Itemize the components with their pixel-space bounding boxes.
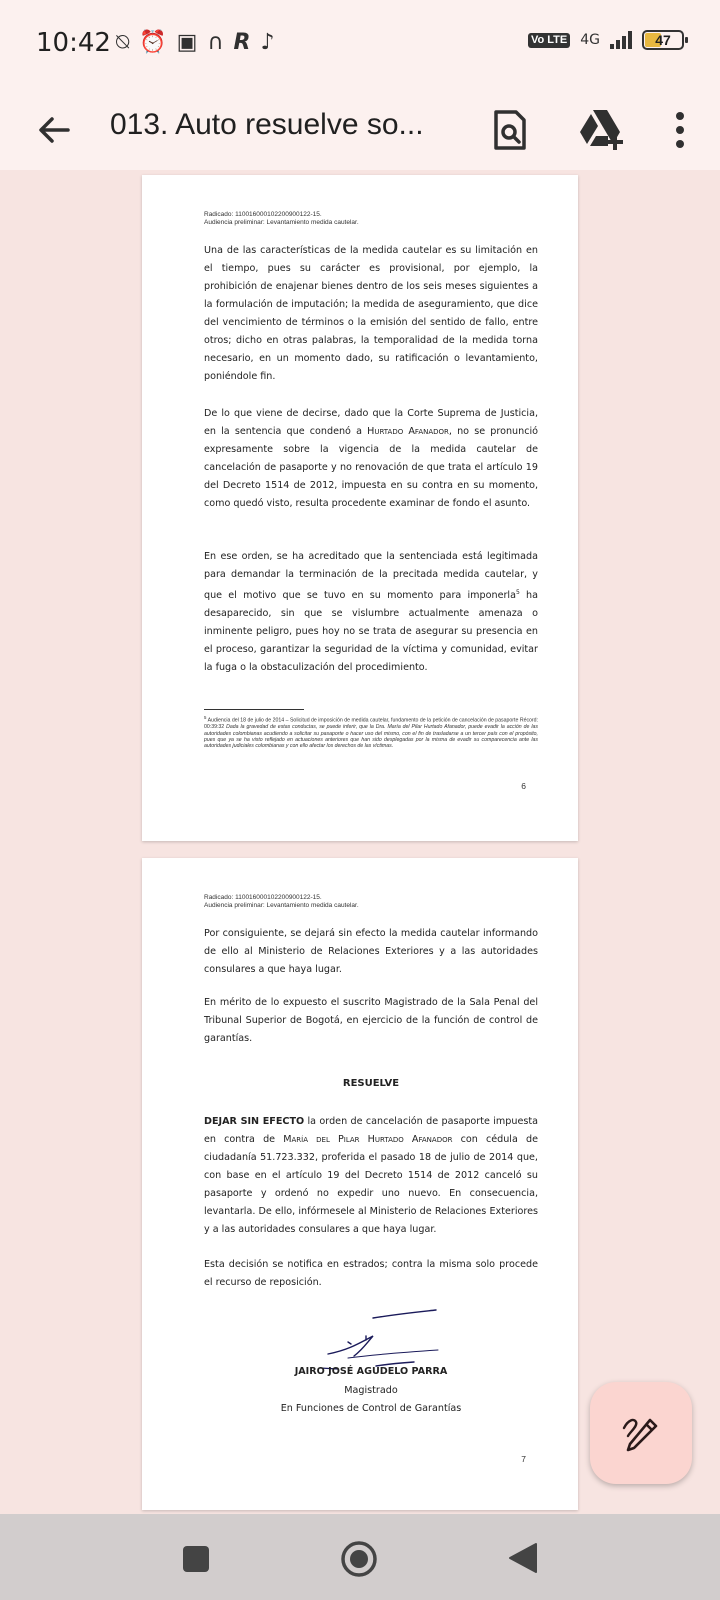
resuelve-heading: RESUELVE <box>342 1078 400 1089</box>
header-audiencia: Audiencia preliminar: Levantamiento medida cautelar. <box>204 902 359 909</box>
page-number: 6 <box>521 781 526 791</box>
more-vert-icon <box>660 108 700 152</box>
handwritten-signature <box>318 1306 448 1390</box>
back-triangle-icon[interactable] <box>508 1542 538 1574</box>
signer-name: JAIRO JOSÉ AGUDELO PARRA <box>294 1366 448 1377</box>
app-bar <box>0 90 720 170</box>
drive-add-icon <box>578 106 626 152</box>
document-page-6 <box>142 175 578 841</box>
header-radicado: Radicado: 110016000102200900122-15. <box>204 894 322 901</box>
alarm-off-icon: ⍉ <box>116 30 130 55</box>
document-title: 013. Auto resuelve so... <box>110 108 424 141</box>
footnote: $^5$ Audiencia del 18 de julio de 2014 – Solicitud de imposición de medida cautelar, fundamento de la petición de cancelación de pasaporte Récord: 00:39:32 Dada la gravedad de estas conductas, se puede inferir, que la Dra. María del Pilar Hurtado Afanador, puede evadir la acción de las autoridades colombianas acudiendo a solicitar su pasaporte o hacer uso del mismo, con el fin de trasladarse a un tercer país con el propósito, pues que ya se ha visto reflejado en actuaciones anteriores que han sido desplegadas por la misma de evadir su comparecencia ante las autoridades judiciales colombianas y con ello afectar los derechos de las víctimas. <box>204 715 539 750</box>
page-header <box>204 894 359 910</box>
document-page-7 <box>142 858 578 1510</box>
status-time: 10:42 <box>36 28 111 58</box>
paragraph: DEJAR SIN EFECTO la orden de cancelación de pasaporte impuesta en contra de María del Pilar Hurtado Afanador con cédula de ciudadanía 51.723.332, proferida el pasado 18 de julio de 2014 que, con base en el artículo 19 del Decreto 1514 de 2012 canceló su pasaporte y ordenó no expedir uno nuevo. En consecuencia, levantarla. De ello, infórmesele al Ministerio de Relaciones Exteriores y a las autoridades consulares a que haya lugar. <box>204 1116 538 1235</box>
header-radicado: Radicado: 110016000102200900122-15. <box>204 211 322 218</box>
signer-function: En Funciones de Control de Garantías <box>280 1403 462 1414</box>
paragraph: Por consiguiente, se dejará sin efecto la medida cautelar informando de ello al Ministerio de Relaciones Exteriores y a las autoridades consulares a que haya lugar. <box>204 928 538 975</box>
footnote-ref: 5 <box>515 589 520 596</box>
back-button[interactable] <box>34 110 74 150</box>
page-number: 7 <box>521 1454 526 1464</box>
document-search-icon <box>490 108 530 152</box>
status-bar <box>0 0 720 90</box>
edit-pen-icon <box>622 1414 660 1452</box>
battery-icon <box>642 30 684 50</box>
alarm-clock-icon: ⏰ <box>139 30 167 55</box>
status-notification-icons <box>116 30 275 56</box>
paragraph: De lo que viene de decirse, dado que la Corte Suprema de Justicia, en la sentencia que condenó a Hurtado Afanador, no se pronunció expresamente sobre la vigencia de la medida cautelar de cancelación de pasaporte y no renovación de que trata el artículo 19 del Decreto 1514 de 2012, impuesta en su contra en su momento, como quedó visto, resulta procedente examinar de fondo el asunto. <box>204 408 539 509</box>
back-arrow-icon <box>34 110 74 150</box>
recents-square-icon[interactable] <box>183 1546 209 1572</box>
signal-icon <box>610 31 632 49</box>
edit-fab-button[interactable] <box>590 1382 692 1484</box>
name-small-caps: María del Pilar Hurtado Afanador <box>283 1134 453 1145</box>
status-system-icons <box>528 30 684 50</box>
paragraph: En mérito de lo expuesto el suscrito Magistrado de la Sala Penal del Tribunal Superior de Bogotá, en ejercicio de la función de control de garantías. <box>204 997 538 1044</box>
add-to-drive-button[interactable] <box>578 106 626 152</box>
paragraph: En ese orden, se ha acreditado que la sentenciada está legitimada para demandar la terminación de la precitada medida cautelar, y que el motivo que se tuvo en su momento para imponerla$^5$ ha desaparecido, sin que se vislumbre actualmente amenaza o inminente peligro, pues hoy no se trata de asegurar su presencia en el proceso, garantizar la seguridad de la víctima y comunidad, evitar la fuga o la obstaculización del procedimiento. <box>204 551 538 674</box>
network-type: 4G <box>580 32 600 48</box>
paragraph: Una de las características de la medida cautelar es su limitación en el tiempo, pues su carácter es provisional, por ejemplo, la prohibición de enajenar bienes dentro de los seis meses siguientes a la formulación de imputación; la medida de aseguramiento, que dice del vencimiento de términos o la emisión del sentido de fallo, entre otros; dicho en otras palabras, la temporalidad de la medida torna necesario, en un momento dado, su ratificación o levantamiento, poniéndole fin. <box>204 245 538 382</box>
music-note-icon: ♪ <box>260 30 275 55</box>
paragraph: Esta decisión se notifica en estrados; contra la misma solo procede el recurso de reposición. <box>204 1259 538 1288</box>
r-app-icon: R <box>233 30 251 55</box>
volte-icon: Vo LTE <box>528 33 570 48</box>
app-notification-icon: ▣ <box>176 30 198 55</box>
search-document-button[interactable] <box>490 108 530 152</box>
home-circle-icon[interactable] <box>340 1540 378 1578</box>
battery-level: 47 <box>655 32 671 48</box>
headphones-icon: ∩ <box>207 30 224 55</box>
signer-role: Magistrado <box>344 1385 398 1396</box>
header-audiencia: Audiencia preliminar: Levantamiento medida cautelar. <box>204 219 359 226</box>
more-options-button[interactable] <box>660 108 700 152</box>
name-small-caps: Hurtado Afanador <box>367 426 449 437</box>
footnote-divider <box>204 709 304 710</box>
page-header <box>204 211 359 227</box>
